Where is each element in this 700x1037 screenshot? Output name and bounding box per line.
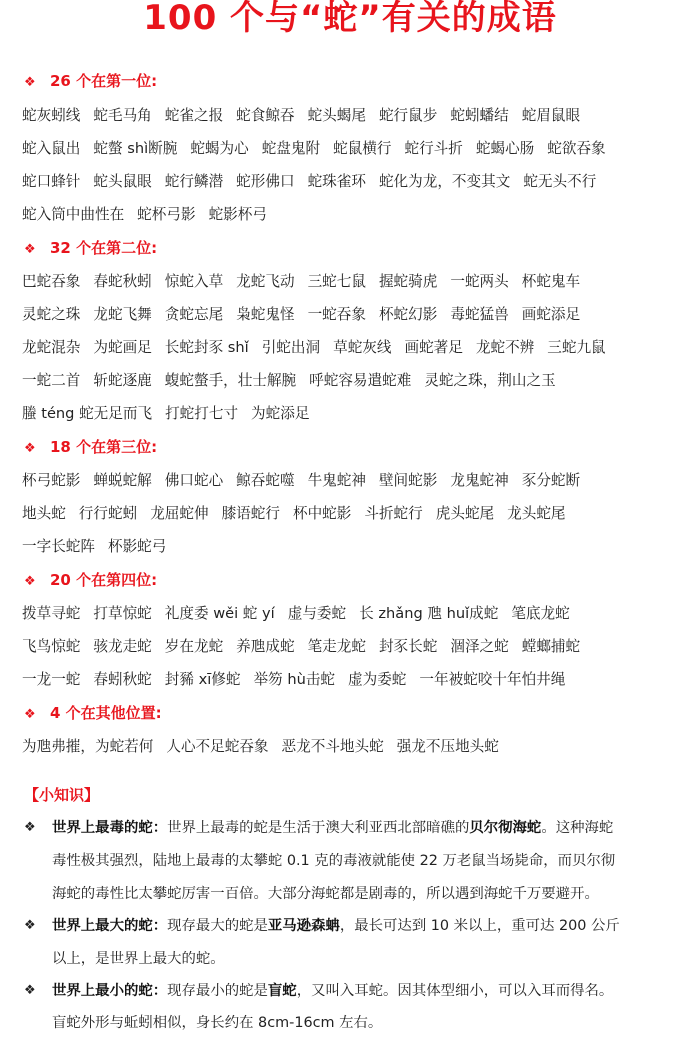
idiom: 三蛇七鼠 (307, 273, 366, 290)
idiom: 螣 téng 蛇无足而飞 (22, 405, 153, 422)
tip-highlight: 亚马逊森蚺 (267, 918, 340, 934)
section-heading-other (24, 702, 162, 724)
idiom-line (22, 369, 569, 393)
idiom: 笔走龙蛇 (307, 638, 366, 655)
idiom: 蛇雀之报 (164, 107, 224, 124)
idiom: 蛇盘鬼附 (261, 140, 321, 157)
idiom: 枭蛇鬼怪 (236, 306, 295, 323)
idiom: 龙蛇混杂 (22, 339, 81, 356)
idiom: 蛇眉鼠眼 (521, 107, 581, 124)
idiom: 三蛇九鼠 (547, 339, 606, 356)
page-title: 100 个与“蛇”有关的成语 (143, 0, 557, 38)
idiom: 惊蛇入草 (164, 273, 224, 290)
section-heading-second (24, 237, 157, 259)
idiom-line (22, 203, 280, 227)
idiom: 为虺弗摧，为蛇若何 (22, 738, 154, 755)
section-heading-text: 4 个在其他位置: (50, 704, 162, 722)
tip-highlight: 贝尔彻海蛇 (469, 820, 542, 836)
idiom: 杯弓蛇影 (22, 472, 81, 489)
section-heading-first (24, 70, 157, 92)
idiom: 蛇行鳞潜 (164, 173, 224, 190)
idiom: 牛鬼蛇神 (307, 472, 366, 489)
section-heading-text: 32 个在第二位: (50, 239, 158, 257)
idiom: 一年被蛇咬十年怕井绳 (419, 671, 566, 688)
idiom: 蛇毛马角 (93, 107, 152, 124)
idiom: 蛇行鼠步 (378, 107, 438, 124)
diamond-bullet-icon: ❖ (24, 918, 36, 933)
diamond-bullet-icon: ❖ (24, 983, 36, 998)
idiom: 一蛇二首 (22, 372, 81, 389)
idiom-line (22, 469, 593, 493)
idiom: 蛇化为龙，不变其文 (378, 173, 511, 190)
tip-text: 现存最大的蛇是 (167, 918, 268, 934)
tip-highlight: 盲蛇 (267, 983, 297, 999)
idiom: 蛇头鼠眼 (93, 173, 152, 190)
idiom: 举笏 hù击蛇 (253, 671, 336, 688)
idiom: 毒蛇猛兽 (450, 306, 509, 323)
idiom: 虎头蛇尾 (435, 505, 495, 522)
idiom-line (22, 535, 179, 559)
idiom: 龙鬼蛇神 (450, 472, 509, 489)
idiom: 画蛇著足 (404, 339, 463, 356)
idiom: 封豨 xī修蛇 (164, 671, 241, 688)
tip-text: ，又叫入耳蛇。因其体型细小，可以入耳而得名。 (296, 983, 614, 999)
idiom: 巴蛇吞象 (22, 273, 81, 290)
idiom: 蛇蝎为心 (190, 140, 249, 157)
idiom: 佛口蛇心 (164, 472, 224, 489)
diamond-bullet-icon: ❖ (24, 441, 36, 456)
idiom: 飞鸟惊蛇 (22, 638, 81, 655)
idiom: 拨草寻蛇 (22, 605, 81, 622)
idiom: 蛇鼠横行 (333, 140, 392, 157)
idiom: 蛇灰蚓线 (22, 107, 81, 124)
idiom: 杯蛇幻影 (378, 306, 438, 323)
tip-label: 世界上最毒的蛇： (52, 820, 168, 836)
idiom: 灵蛇之珠 (22, 306, 81, 323)
idiom: 蛇蝎心肠 (475, 140, 535, 157)
tip-text: ，最长可达到 10 米以上，重可达 200 公斤 (339, 918, 620, 934)
idiom: 强龙不压地头蛇 (396, 738, 499, 755)
idiom: 一字长蛇阵 (22, 538, 95, 555)
tip-label: 世界上最小的蛇： (52, 983, 168, 999)
tip-line (52, 814, 613, 842)
idiom: 豕分蛇断 (521, 472, 581, 489)
idiom: 蛇影杯弓 (208, 206, 267, 223)
idiom-line (22, 170, 609, 194)
idiom: 贪蛇忘尾 (164, 306, 224, 323)
tip-line: 毒性极其强烈，陆地上最毒的太攀蛇 0.1 克的毒液就能使 22 万老鼠当场毙命，而贝尔彻 (52, 853, 616, 869)
idiom: 一蛇两头 (450, 273, 509, 290)
idiom: 岁在龙蛇 (164, 638, 224, 655)
idiom: 蝮蛇螫手，壮士解腕 (164, 372, 297, 389)
idiom: 打草惊蛇 (93, 605, 152, 622)
idiom: 引蛇出洞 (261, 339, 321, 356)
idiom-line (22, 336, 619, 360)
tip-text: 。这种海蛇 (541, 820, 614, 836)
idiom: 为蛇添足 (251, 405, 310, 422)
idiom: 长 zhǎng 虺 huǐ成蛇 (359, 605, 499, 622)
idiom: 蛇欲吞象 (547, 140, 606, 157)
idiom: 龙蛇飞舞 (93, 306, 152, 323)
section-heading-text: 26 个在第一位: (50, 72, 158, 90)
idiom: 长蛇封豕 shǐ (164, 339, 249, 356)
idiom: 呼蛇容易遣蛇难 (309, 372, 412, 389)
idiom-line (22, 735, 512, 759)
diamond-bullet-icon: ❖ (24, 75, 36, 90)
idiom: 螳螂捕蛇 (521, 638, 581, 655)
idiom: 虚为委蛇 (348, 671, 407, 688)
idiom: 蛇蚓蟠结 (450, 107, 509, 124)
tips-heading: 【小知识】 (24, 786, 100, 804)
idiom-line (22, 668, 578, 692)
idiom: 壁间蛇影 (378, 472, 438, 489)
idiom: 蛇入筒中曲性在 (22, 206, 125, 223)
tip-line (52, 977, 613, 1005)
diamond-bullet-icon: ❖ (24, 707, 36, 722)
tip-label: 世界上最大的蛇： (52, 918, 168, 934)
idiom-line (22, 635, 593, 659)
idiom: 笔底龙蛇 (511, 605, 570, 622)
tip-line: 以上，是世界上最大的蛇。 (52, 951, 225, 967)
idiom: 膝语蛇行 (221, 505, 280, 522)
idiom-line (22, 104, 593, 128)
idiom: 斗折蛇行 (364, 505, 423, 522)
idiom: 人心不足蛇吞象 (166, 738, 269, 755)
idiom: 杯影蛇弓 (107, 538, 167, 555)
idiom: 龙蛇飞动 (236, 273, 295, 290)
idiom: 春蚓秋蛇 (93, 671, 152, 688)
idiom: 握蛇骑虎 (378, 273, 438, 290)
idiom: 蛇螫 shì断腕 (93, 140, 178, 157)
idiom: 草蛇灰线 (333, 339, 392, 356)
idiom: 蛇形佛口 (236, 173, 295, 190)
idiom: 画蛇添足 (521, 306, 581, 323)
idiom-line (22, 402, 322, 426)
idiom: 春蛇秋蚓 (93, 273, 152, 290)
idiom-line (22, 303, 593, 327)
idiom: 杯中蛇影 (292, 505, 352, 522)
idiom: 蛇食鲸吞 (236, 107, 295, 124)
section-heading-text: 18 个在第三位: (50, 438, 158, 456)
idiom: 打蛇打七寸 (165, 405, 239, 422)
diamond-bullet-icon: ❖ (24, 574, 36, 589)
idiom-line (22, 137, 619, 161)
idiom: 蛇无头不行 (523, 173, 597, 190)
idiom: 蛇口蜂针 (22, 173, 81, 190)
idiom: 蛇入鼠出 (22, 140, 81, 157)
idiom-line (22, 602, 583, 626)
idiom: 蝉蜕蛇解 (93, 472, 152, 489)
idiom-line (22, 502, 579, 526)
section-heading-fourth (24, 569, 157, 591)
idiom: 灵蛇之珠，荆山之玉 (424, 372, 556, 389)
idiom: 蛇头蝎尾 (307, 107, 366, 124)
idiom: 蛇珠雀环 (307, 173, 366, 190)
idiom: 养虺成蛇 (236, 638, 295, 655)
idiom: 一龙一蛇 (22, 671, 81, 688)
diamond-bullet-icon: ❖ (24, 242, 36, 257)
idiom: 一蛇吞象 (307, 306, 366, 323)
idiom: 行行蛇蚓 (78, 505, 138, 522)
idiom: 斩蛇逐鹿 (93, 372, 152, 389)
idiom: 龙蛇不辨 (475, 339, 535, 356)
idiom: 为蛇画足 (93, 339, 152, 356)
tip-line (52, 912, 620, 940)
tip-text: 世界上最毒的蛇是生活于澳大利亚西北部暗礁的 (167, 820, 470, 836)
idiom: 地头蛇 (22, 505, 66, 522)
idiom: 蛇行斗折 (404, 140, 463, 157)
idiom: 虚与委蛇 (287, 605, 347, 622)
tip-line: 盲蛇外形与蚯蚓相似，身长约在 8cm-16cm 左右。 (52, 1015, 383, 1031)
section-heading-text: 20 个在第四位: (50, 571, 158, 589)
section-heading-third (24, 436, 157, 458)
tip-line: 海蛇的毒性比太攀蛇厉害一百倍。大部分海蛇都是剧毒的，所以遇到海蛇千万要避开。 (52, 886, 599, 902)
tip-text: 现存最小的蛇是 (167, 983, 268, 999)
diamond-bullet-icon: ❖ (24, 820, 36, 835)
idiom: 礼度委 wěi 蛇 yí (164, 605, 275, 622)
idiom-line (22, 270, 593, 294)
idiom: 骇龙走蛇 (93, 638, 152, 655)
idiom: 龙屈蛇伸 (150, 505, 209, 522)
idiom: 蛇杯弓影 (137, 206, 196, 223)
idiom: 鲸吞蛇噬 (236, 472, 295, 489)
idiom: 涸泽之蛇 (450, 638, 509, 655)
idiom: 恶龙不斗地头蛇 (281, 738, 384, 755)
idiom: 杯蛇鬼车 (521, 273, 581, 290)
idiom: 封豕长蛇 (378, 638, 438, 655)
idiom: 龙头蛇尾 (507, 505, 566, 522)
